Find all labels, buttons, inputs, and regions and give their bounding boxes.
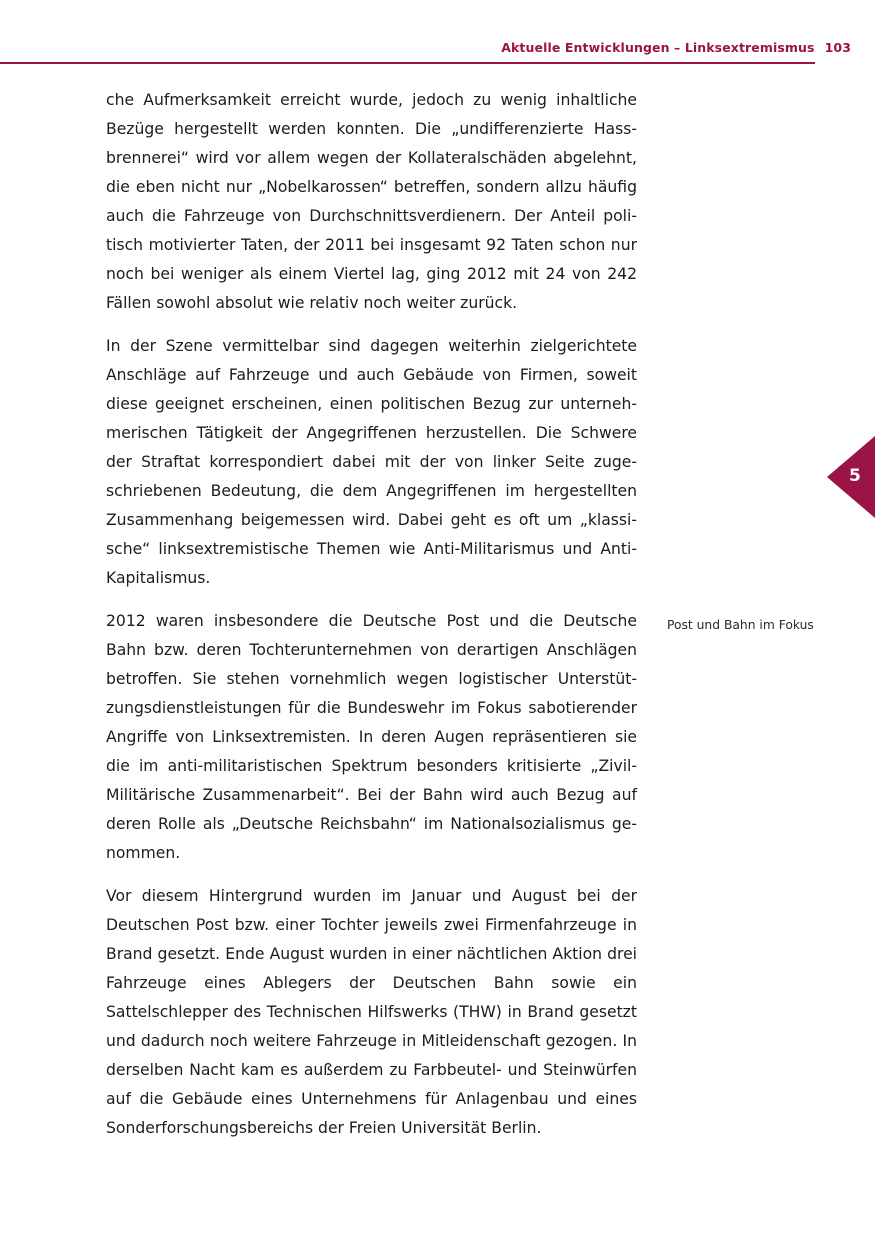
margin-note: Post und Bahn im Fokus xyxy=(667,618,814,632)
header-rule xyxy=(0,62,815,64)
paragraph-2: In der Szene vermittelbar sind dagegen weiterhin zielgerichtete Anschläge auf Fahrzeuge und auch Gebäude von Firmen, soweit diese geeignet erscheinen, einen politischen Bezug zur unternehmerischen Tätigkeit der Angegriffenen herzustellen. Die Schwere der Straftat korrespondiert dabei mit der von linker Seite zugeschriebenen Bedeutung, die dem Angegriffenen im hergestellten Zusammenhang beigemessen wird. Dabei geht es oft um „klassische“ linksextremistische Themen wie Anti-Militarismus und Anti-Kapitalismus. xyxy=(106,337,637,587)
chapter-tab xyxy=(827,436,875,518)
paragraph-1: che Aufmerksamkeit erreicht wurde, jedoch zu wenig inhaltliche Bezüge hergestellt werden konnten. Die „undifferenzierte Hassbrennerei“ wird vor allem wegen der Kollateralschäden abgelehnt, die eben nicht nur „Nobelkarossen“ betreffen, sondern allzu häufig auch die Fahrzeuge von Durchschnittsverdienern. Der Anteil politisch motivierter Taten, der 2011 bei insgesamt 92 Taten schon nur noch bei weniger als einem Viertel lag, ging 2012 mit 24 von 242 Fällen sowohl absolut wie relativ noch weiter zurück. xyxy=(106,91,637,312)
chapter-number: 5 xyxy=(849,466,861,486)
running-title: Aktuelle Entwicklungen – Linksextremismus xyxy=(501,40,815,55)
page-number: 103 xyxy=(824,40,851,55)
paragraph-4: Vor diesem Hintergrund wurden im Januar und August bei der Deutschen Post bzw. einer Tochter jeweils zwei Firmenfahrzeuge in Brand gesetzt. Ende August wurden in einer nächtlichen Aktion drei Fahrzeuge eines Ablegers der Deutschen Bahn sowie ein Sattelschlepper des Technischen Hilfswerks (THW) in Brand gesetzt und dadurch noch weitere Fahrzeuge in Mitleidenschaft gezogen. In derselben Nacht kam es außerdem zu Farbbeutel- und Steinwürfen auf die Gebäude eines Unternehmens für Anlagenbau und eines Sonderforschungsbereichs der Freien Universität Berlin. xyxy=(106,887,637,1137)
running-header xyxy=(501,40,851,55)
paragraph-3: 2012 waren insbesondere die Deutsche Post und die Deutsche Bahn bzw. deren Tochterunternehmen von derartigen Anschlägen betroffen. Sie stehen vornehmlich wegen logistischer Unterstützungsdienstleistungen für die Bundeswehr im Fokus sabotierender Angriffe von Linksextremisten. In deren Augen repräsentieren sie die im anti-militaristischen Spektrum besonders kritisierte „Zivil-Militärische Zusammenarbeit“. Bei der Bahn wird auch Bezug auf deren Rolle als „Deutsche Reichsbahn“ im Nationalsozialismus genommen. xyxy=(106,612,637,862)
body-text-column xyxy=(106,86,637,1157)
